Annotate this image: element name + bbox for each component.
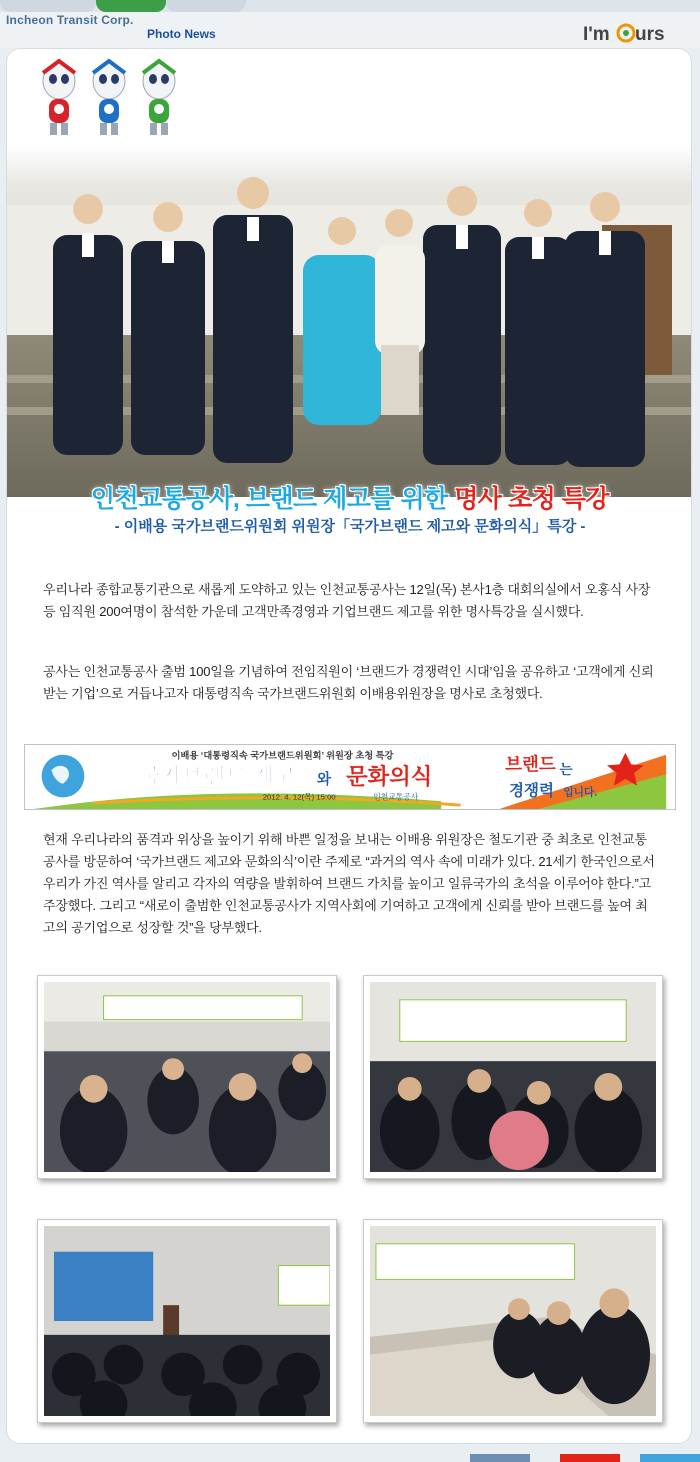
banner-slogan-1: 브랜드: [505, 754, 556, 775]
headline: [7, 479, 692, 515]
headline-part-red: 명사 초청 특강: [454, 485, 610, 513]
svg-text:urs: urs: [635, 24, 665, 45]
top-tab-bar: [0, 0, 700, 12]
banner-title-wa: 와: [317, 771, 332, 788]
thumbnail-photo-2: [363, 975, 663, 1179]
banner-title-b: 문화의식: [346, 763, 433, 789]
headline-part-blue: 인천교통공사, 브랜드 제고를 위한: [90, 485, 455, 513]
banner-slogan-3: 경쟁력: [509, 782, 554, 800]
bottom-decor-bar: [0, 1452, 700, 1462]
banner-slogan-2: 는: [559, 762, 573, 778]
svg-text:I'm: I'm: [583, 24, 610, 45]
content-card: [6, 48, 692, 1444]
banner-slogan-4: 입니다.: [563, 786, 598, 799]
banner-date: 2012. 4. 12(목) 15:00: [262, 792, 336, 802]
banner-org: 인천교통공사: [373, 792, 419, 802]
lecture-banner: [24, 744, 676, 810]
paragraph-3: 현재 우리나라의 품격과 위상을 높이기 위해 바쁜 일정을 보내는 이배용 위원장은 철도기관 중 최초로 인천교통공사를 방문하여 ‘국가브랜드 제고와 문화의식’이란 주제로 “과거의 역사 속에 미래가 있다. 21세기 한국인으로서 우리가 가진 역사를 알리고 각자의 역량을 발휘하여 브랜드 가치를 높이고 일류국가의 초석을 이루어야 한다.”고 주장했다. 그리고 “새로이 출범한 인천교통공사가 지역사회에 기여하고 고객에게 신뢰를 받아 브랜드를 높여 최고의 공기업으로 성장할 것”을 당부했다.: [43, 832, 655, 935]
subheadline: - 이배용 국가브랜드위원회 위원장「국가브랜드 제고와 문화의식」특강 -: [114, 518, 586, 535]
group-photo: [7, 145, 692, 497]
thumbnail-photo-3: [37, 1219, 337, 1423]
top-tab-grey-2: [166, 0, 246, 12]
banner-title-a: 국가브랜드 제고: [138, 763, 296, 789]
thumbnail-photo-4: [363, 1219, 663, 1423]
paragraph-2: 공사는 인천교통공사 출범 100일을 기념하여 전임직원이 ‘브랜드가 경쟁력인 시대’임을 공유하고 ‘고객에게 신뢰받는 기업’으로 거듭나고자 대통령직속 국가브랜드위원회 이배용위원장을 명사로 초청했다.: [43, 664, 654, 701]
page-header: [0, 12, 700, 48]
paragraph-1: 우리나라 종합교통기관으로 새롭게 도약하고 있는 인천교통공사는 12일(목) 본사1층 대회의실에서 오홍식 사장 등 임직원 200여명이 참석한 가운데 고객만족경영과 기업브랜드 제고를 위한 명사특강을 실시했다.: [43, 582, 651, 619]
im-tours-logo: [583, 21, 673, 45]
section-title: Photo News: [147, 27, 216, 41]
thumbnail-photo-1: [37, 975, 337, 1179]
top-tab-green: [96, 0, 166, 12]
top-tab-grey: [0, 0, 96, 12]
mascot-characters: [29, 57, 189, 139]
corp-name: Incheon Transit Corp.: [6, 13, 134, 27]
banner-top-line: 이배용 ‘대통령직속 국가브랜드위원회’ 위원장 초청 특강: [171, 750, 394, 761]
